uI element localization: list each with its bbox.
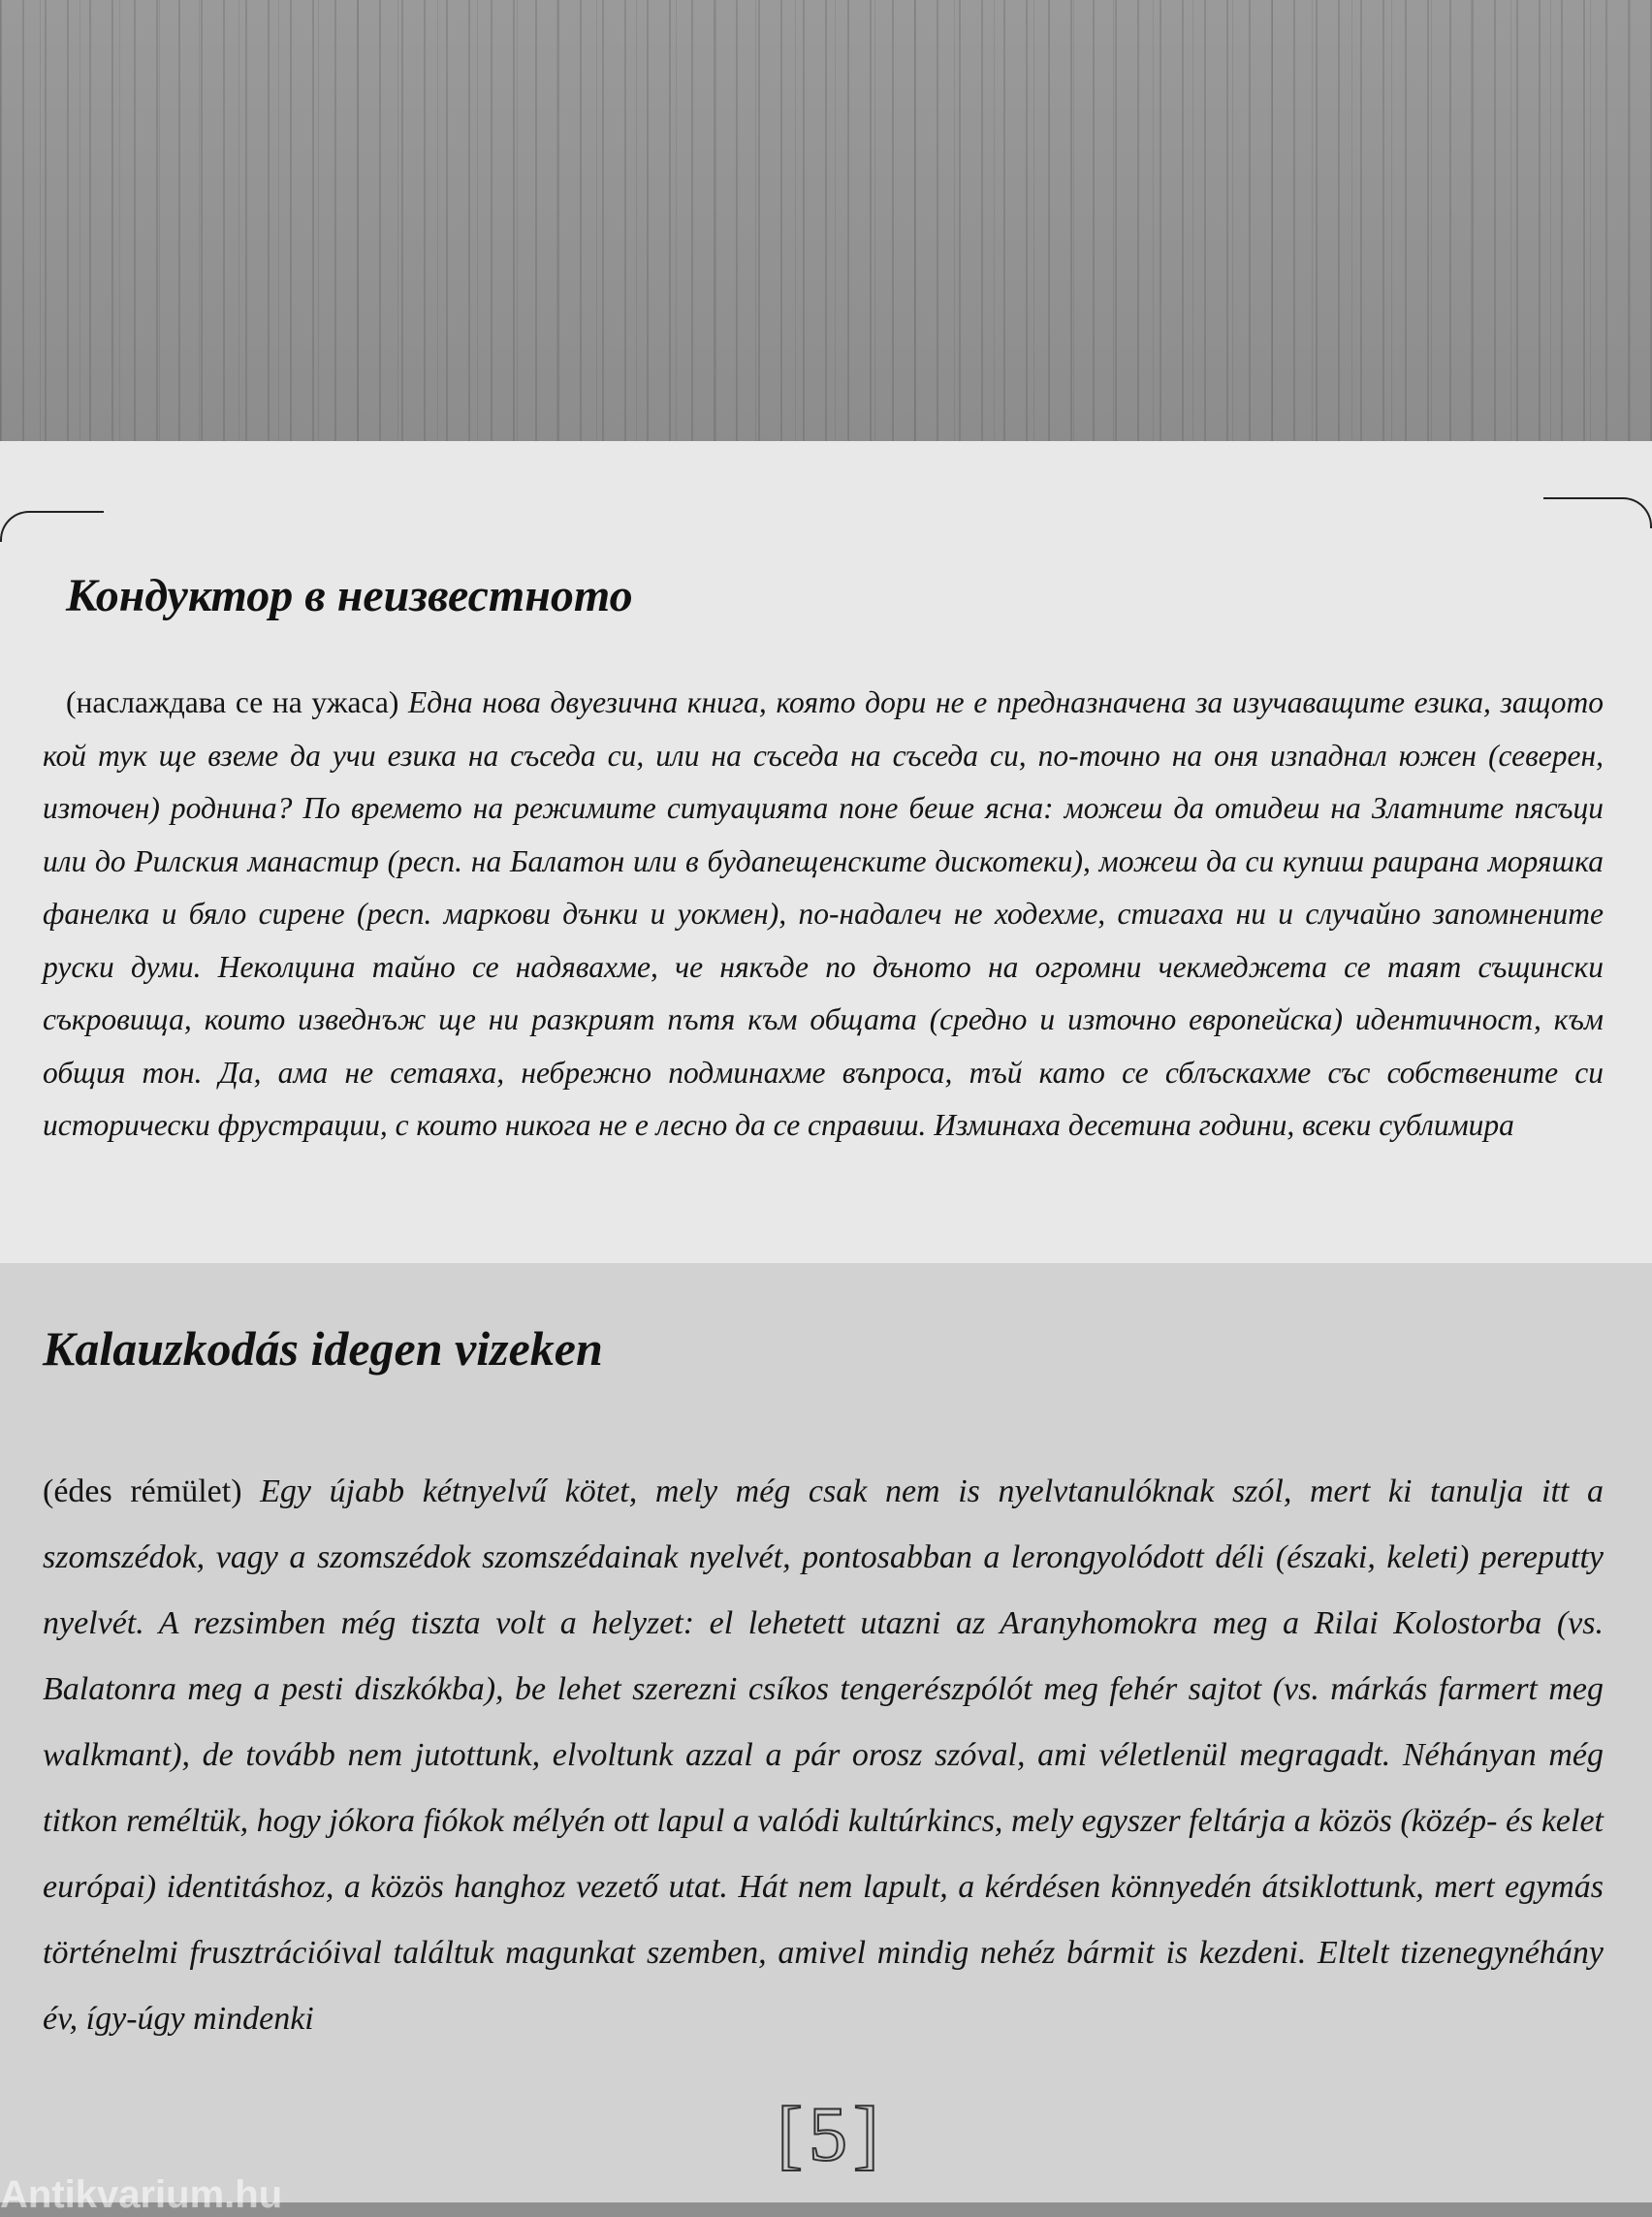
- bulgarian-lead: (наслаждава се на ужаса): [66, 685, 399, 719]
- book-page: [0, 441, 1652, 2202]
- bulgarian-body: Една нова двуезична книга, която дори не е предназначена за изучаващите езика, защото кой тук ще вземе да учи езика на съседа си, или на съседа на съседа си, по-точно на оня изпаднал южен (северен, източен) роднина? По времето на режимите ситуацията поне беше ясна: можеш да отидеш на Златните пясъци или до Рилския манастир (респ. на Балатон или в будапещенските дискотеки), можеш да си купиш раирана моряшка фанелка и бяло сирене (респ. маркови дънки и уокмен), по-надалеч не ходехме, стигаха ни и случайно запомнените руски думи. Неколцина тайно се надявахме, че някъде по дъното на огромни чекмеджета се таят същински съкровища, които изведнъж ще ни разкрият пътя към общата (средно и източно европейска) идентичност, към общия тон. Да, ама не сетаяха, небрежно подминахме въпроса, тъй като се сблъскахме със собствените си исторически фрустрации, с които никога не е лесно да се справиш. Изминаха десетина години, всеки сублимира: [43, 685, 1604, 1142]
- table-surface: [0, 0, 1652, 456]
- corner-ornament-left: [0, 511, 104, 542]
- bulgarian-section: [0, 441, 1652, 1263]
- hungarian-paragraph: [43, 1459, 1604, 2052]
- hungarian-title: Kalauzkodás idegen vizeken: [43, 1321, 603, 1376]
- watermark: Antikvarium.hu: [0, 2173, 283, 2216]
- hungarian-lead: (édes rémület): [43, 1473, 242, 1509]
- corner-ornament-right: [1543, 497, 1652, 528]
- bulgarian-title: Кондуктор в неизвестното: [66, 570, 633, 621]
- hungarian-body: Egy újabb kétnyelvű kötet, mely még csak nem is nyelvtanulóknak szól, mert ki tanulja itt a szomszédok, vagy a szomszédok szomszédainak nyelvét, pontosabban a lerongyolódott déli (északi, keleti) pereputty nyelvét. A rezsimben még tiszta volt a helyzet: el lehetett utazni az Aranyhomokra meg a Rilai Kolostorba (vs. Balatonra meg a pesti diszkókba), be lehet szerezni csíkos tengerészpólót meg fehér sajtot (vs. márkás farmert meg walkmant), de tovább nem jutottunk, elvoltunk azzal a pár orosz szóval, ami véletlenül megragadt. Néhányan még titkon reméltük, hogy jókora fiókok mélyén ott lapul a valódi kultúrkincs, mely egyszer feltárja a közös (közép- és kelet európai) identitáshoz, a közös hanghoz vezető utat. Hát nem lapult, a kérdésen könnyedén átsiklottunk, mert egymás történelmi frusztrációival találtuk magunkat szemben, amivel mindig nehéz bármit is kezdeni. Eltelt tizenegynéhány év, így-úgy mindenki: [43, 1473, 1604, 2037]
- page-number: [5]: [777, 2092, 885, 2177]
- bulgarian-paragraph: [43, 677, 1604, 1153]
